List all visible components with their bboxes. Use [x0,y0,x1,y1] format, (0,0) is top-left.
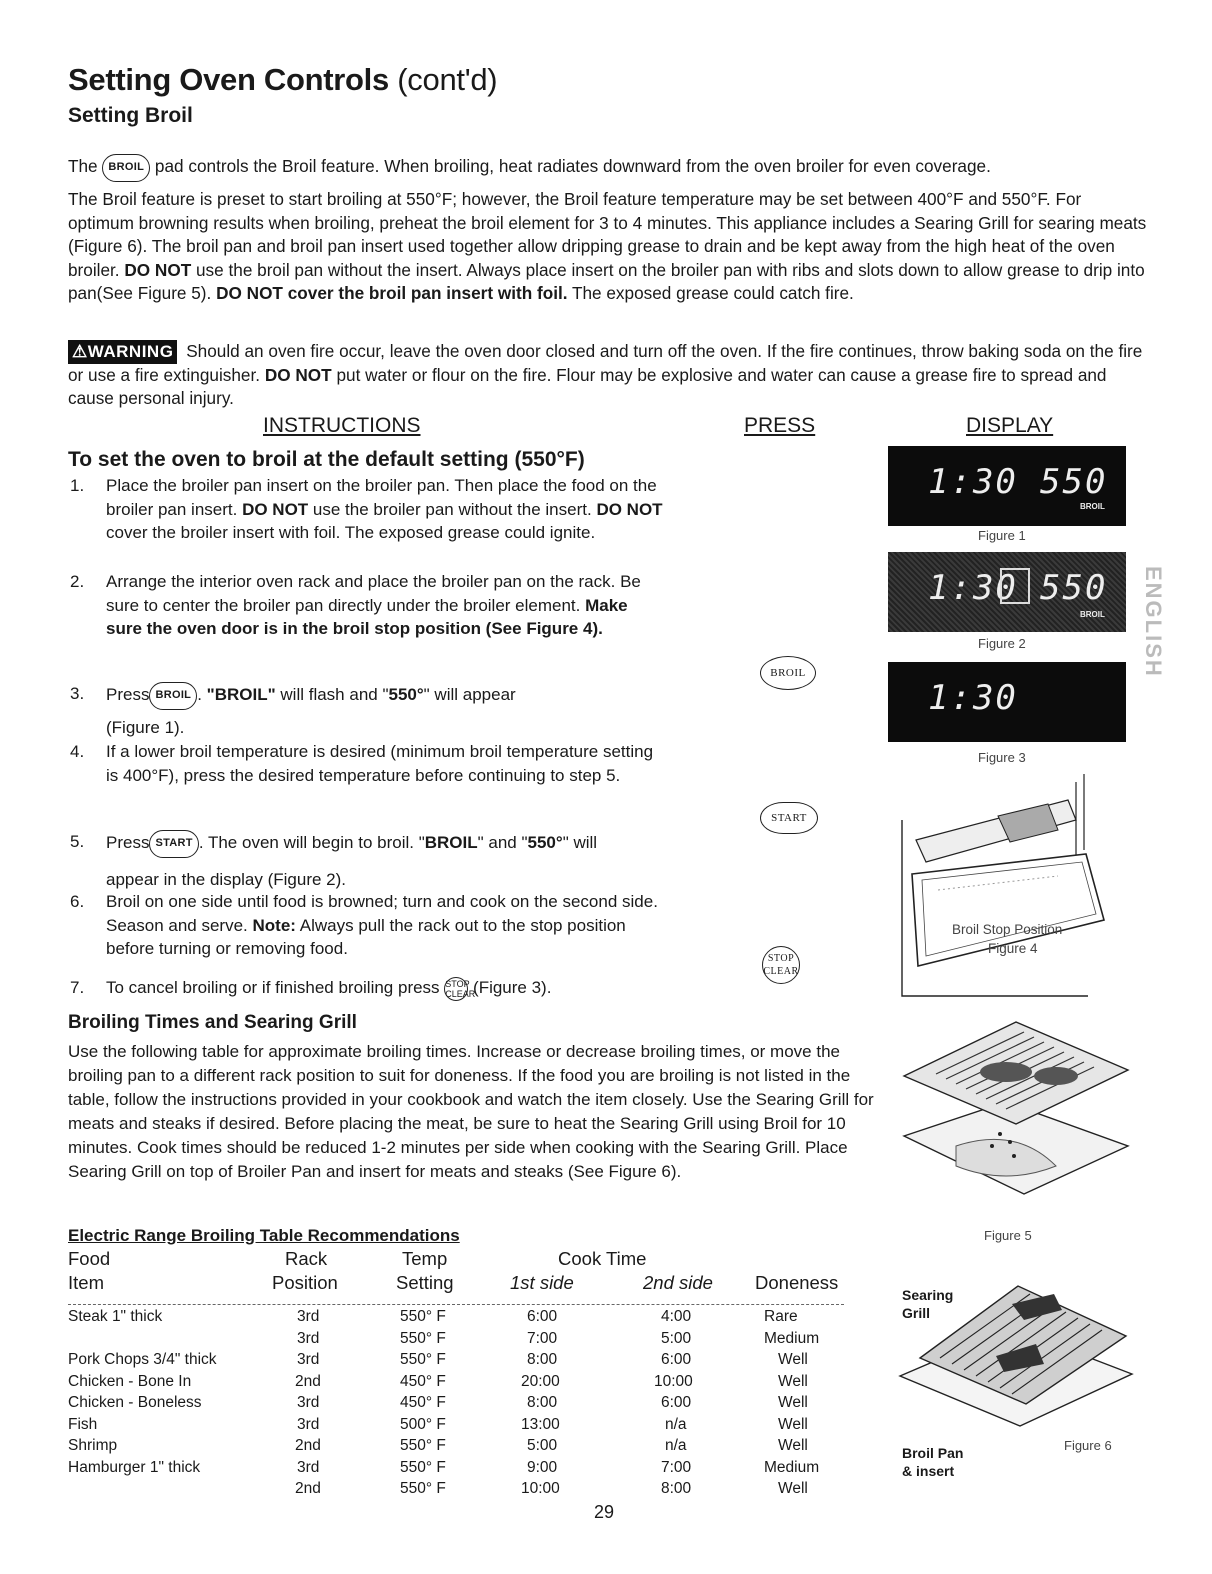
table-header-setting: Setting [396,1272,454,1293]
step-7: 7. To cancel broiling or if finished broiling press STOP CLEAR (Figure 3). [70,978,552,999]
table-row: Chicken - Boneless 3rd 450° F 8:00 6:00 Well [68,1394,808,1411]
table-divider [68,1304,844,1305]
table-header-2nd-side: 2nd side [643,1272,713,1293]
flashing-indicator [1000,568,1030,604]
display-heading: DISPLAY [966,414,1054,437]
table-header-rack: Rack [285,1248,328,1269]
step-5: 5. Press START . The oven will begin to broil. "BROIL" and "550°" will appear in the display (Figure 2). [70,832,598,889]
instructions-heading: INSTRUCTIONS [263,414,421,437]
stop-clear-pad-icon: STOP CLEAR [762,946,800,984]
broil-pad-icon: BROIL [102,154,150,182]
table-row: 2nd 550° F 10:00 8:00 Well [295,1480,808,1497]
display-figure-1: 1:30 550 BROIL [888,446,1126,526]
title-main: Setting Oven Controls [68,62,389,97]
stop-clear-pad-icon: STOP CLEAR [445,979,476,999]
display-figure-3: 1:30 [888,662,1126,742]
table-row: Fish 3rd 500° F 13:00 n/a Well [68,1415,808,1433]
page-title [68,62,497,98]
figure-3-caption: Figure 3 [978,750,1026,765]
step-2: 2. Arrange the interior oven rack and place the broiler pan on the rack. Be sure to center the broiler pan directly under the broiler element. Make sure the oven door is in the broil stop position (See Figure 4). [70,572,641,639]
page-number: 29 [594,1502,615,1522]
searing-grill-label: Searing Grill [902,1287,954,1321]
press-heading: PRESS [744,414,816,437]
step-3: 3. Press BROIL . "BROIL" will flash and "550°" will appear (Figure 1). [70,684,516,737]
intro-paragraph-1: The BROIL pad controls the Broil feature. When broiling, heat radiates downward from the oven broiler for even coverage. [68,154,1148,182]
table-row: Hamburger 1" thick 3rd 550° F 9:00 7:00 Medium [68,1458,820,1476]
table-title: Electric Range Broiling Table Recommendations [68,1226,460,1245]
intro-paragraph-2: The Broil feature is preset to start broiling at 550°F; however, the Broil feature temperature may be set between 400°F and 550°F. For optimum browning results when broiling, preheat the broil element for 3 to 4 minutes. This appliance includes a Searing Grill for searing meats (Figure 6). The broil pan and broil pan insert used together allow dripping grease to drain and be kept away from the high heat of the oven broiler. DO NOT use the broil pan without the insert. Always place insert on the broiler pan with ribs and slots down to allow grease to drip into pan(See Figure 5). DO NOT cover the broil pan insert with foil. The exposed grease could catch fire. [68,189,1147,304]
start-pad-icon: START [149,830,198,858]
table-header-food: Food [68,1248,111,1269]
figure-2-caption: Figure 2 [978,636,1026,651]
figure-4-label: Broil Stop Position [952,922,1063,937]
table-header-doneness: Doneness [755,1272,839,1293]
table-header-temp: Temp [402,1248,448,1269]
table-header-position: Position [272,1272,338,1293]
language-tab: ENGLISH [1141,566,1166,678]
table-row: Pork Chops 3/4" thick 3rd 550° F 8:00 6:00 Well [68,1351,808,1368]
warning-paragraph: ⚠WARNING Should an oven fire occur, leave the oven door closed and turn off the oven. If the fire continues, throw baking soda on the fire or use a fire extinguisher. DO NOT put water or flour on the fire. Flour may be explosive and water can cause a grease fire to spread and cause personal injury. [68,341,1143,409]
title-contd: (cont'd) [397,62,498,97]
broil-pad-icon: BROIL [760,656,816,690]
table-header-item: Item [68,1272,104,1293]
figure-1-caption: Figure 1 [978,528,1026,543]
steps-heading: To set the oven to broil at the default setting (550°F) [68,448,585,471]
step-4: 4. If a lower broil temperature is desired (minimum broil temperature setting is 400°F), press the desired temperature before continuing to step 5. [70,742,654,785]
step-6: 6. Broil on one side until food is browned; turn and cook on the second side. Season and serve. Note: Always pull the rack out to the stop position before turning or removing food. [70,892,658,959]
section-subtitle: Setting Broil [68,104,193,127]
figure-4-caption: Figure 4 [988,941,1038,956]
table-row: Chicken - Bone In 2nd 450° F 20:00 10:00 Well [68,1372,808,1390]
broil-pan-label: Broil Pan & insert [902,1445,964,1479]
start-pad-icon: START [760,802,818,834]
oven-door-illustration [898,770,1110,1000]
figure-5-caption: Figure 5 [984,1228,1032,1243]
warning-triangle-icon: ⚠ [72,342,88,361]
table-row: Steak 1" thick 3rd 550° F 6:00 4:00 Rare [68,1308,798,1325]
figure-6-caption: Figure 6 [1064,1438,1112,1453]
warning-badge: ⚠WARNING [68,340,177,364]
display-figure-2: 1:30 550 BROIL [888,552,1126,632]
table-header-cook-time: Cook Time [558,1248,647,1269]
step-1: 1. Place the broiler pan insert on the broiler pan. Then place the food on the broiler pan insert. DO NOT use the broiler pan without the insert. DO NOT cover the broiler insert with foil. The exposed grease could ignite. [70,476,663,543]
broil-pad-icon: BROIL [149,682,197,710]
table-row: 3rd 550° F 7:00 5:00 Medium [297,1329,820,1347]
broiler-pan-illustration [896,1016,1136,1226]
table-body [68,1306,858,1500]
broiling-times-heading: Broiling Times and Searing Grill [68,1012,357,1033]
table-row: Shrimp 2nd 550° F 5:00 n/a Well [68,1437,808,1454]
table-header-1st-side: 1st side [510,1272,574,1293]
broiling-times-paragraph: Use the following table for approximate broiling times. Increase or decrease broiling times, or move the broiling pan to a different rack position to suit for doneness. If the food you are broiling is not listed in the table, follow the instructions provided in your cookbook and watch the item closely. Use the Searing Grill for meats and steaks if desired. Before placing the meat, be sure to heat the Searing Grill using Broil for 10 minutes. Cook times should be reduced 1-2 minutes per side when cooking with the Searing Grill. Place Searing Grill on top of Broiler Pan and insert for meats and steaks (See Figure 6). [68,1042,874,1181]
